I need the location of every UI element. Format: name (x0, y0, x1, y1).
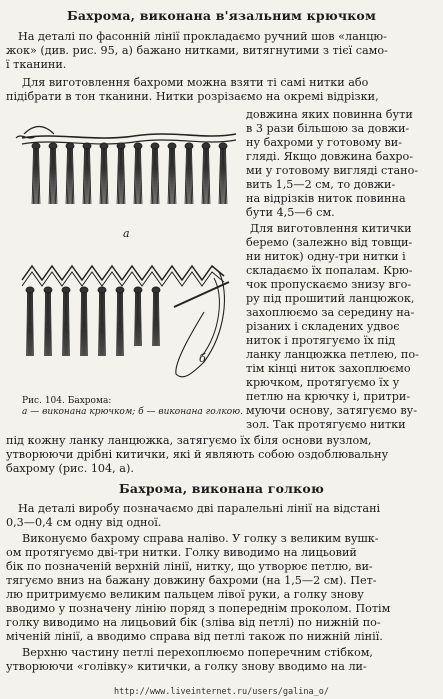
text-line: ну бахроми у готовому ви- (246, 136, 402, 149)
text-line: жок» (див. рис. 95, а) бажано нитками, витягнутими з тієї само- (6, 44, 388, 57)
tassel (98, 287, 106, 356)
text-line: ом протягуємо дві-три нитки. Голку виводимо на лицьовий (6, 546, 357, 559)
text-line: під кожну ланку ланцюжка, затягуємо їх біля основи вузлом, (6, 434, 372, 447)
section1-heading: Бахрома, виконана в'язальним крючком (66, 8, 377, 23)
text-line: складаємо їх попалам. Крю- (246, 264, 413, 277)
tassel (202, 143, 210, 204)
text-line: на відрізків ниток повинна (246, 192, 406, 205)
text-line: петлю на крючку і, притри- (246, 390, 411, 403)
tassel (32, 143, 40, 204)
text-line: вводимо у позначену лінію поряд з попереднім проколом. Потім (6, 602, 391, 615)
text-line: Верхню частину петлі перехоплюємо поперечним стібком, (22, 646, 373, 659)
fringe-crochet-illustration (14, 112, 244, 237)
text-line: підібрати в тон тканини. Нитки розрізаємо на окремі відрізки, (6, 90, 379, 103)
text-line: Для виготовлення бахроми можна взяти ті самі нитки або (22, 76, 369, 89)
text-line: тім кінці ниток захоплюємо (246, 362, 411, 375)
source-url: http://www.liveinternet.ru/users/galina_o/ (114, 687, 329, 697)
tassel (219, 143, 227, 204)
text-line: в 3 рази більшою за довжи- (246, 122, 410, 135)
text-line: гляді. Якщо довжина бахро- (246, 150, 414, 163)
figure-caption-title: Рис. 104. Бахрома: (22, 396, 112, 406)
text-line: Для виготовлення китички (250, 222, 412, 235)
tassel (168, 143, 176, 204)
tassel (49, 143, 57, 204)
text-line: бік по позначеній верхній лінії, нитку, що утворює петлю, ви- (6, 560, 373, 573)
tassel (117, 143, 125, 204)
figure-caption-detail: а — виконана крючком; б — виконана голкою. (22, 407, 243, 417)
text-line: бути 4,5—6 см. (246, 206, 335, 219)
tassel (116, 287, 124, 356)
tassel (44, 287, 52, 356)
text-line: вить 1,5—2 см, то довжи- (246, 178, 396, 191)
tassel (185, 143, 193, 204)
text-line: ми у готовому вигляді стано- (246, 164, 419, 177)
text-line: утворюючи дрібні китички, які й являють собою оздоблювальну (6, 448, 389, 461)
text-line: зол. Так протягуємо нитки (246, 418, 406, 431)
tassel (151, 143, 159, 204)
text-line: утворюючи «голівку» китички, а голку знову вводимо на ли- (6, 660, 367, 673)
text-line: ланку ланцюжка петлею, по- (246, 348, 419, 361)
text-line: бахрому (рис. 104, а). (6, 462, 134, 475)
tassel (66, 143, 74, 204)
text-line: ру під прошитий ланцюжок, (246, 292, 415, 305)
text-line: ни ниток) одну-три нитки і (246, 250, 406, 263)
tassel (100, 143, 108, 204)
fringe-needle-illustration (14, 252, 244, 387)
text-line: На деталі виробу позначаємо дві паралельні лінії на відстані (18, 502, 381, 515)
text-line: різаних і складених удвоє (246, 320, 400, 333)
text-line: довжина яких повинна бути (246, 108, 413, 121)
tassel (80, 287, 88, 356)
text-line: муючи основу, затягуємо ву- (246, 404, 418, 417)
tassel (152, 287, 160, 346)
tassel (26, 287, 34, 356)
text-line: захоплюємо за середину на- (246, 306, 415, 319)
text-line: тягуємо вниз на бажану довжину бахроми (на 1,5—2 см). Пет- (6, 574, 377, 587)
text-line: ї тканини. (6, 58, 67, 71)
text-line: чок пропускаємо знизу вго- (246, 278, 412, 291)
text-line: Виконуємо бахрому справа наліво. У голку з великим вушк- (22, 532, 379, 545)
tassel (134, 143, 142, 204)
text-line: ниток і протягуємо їх під (246, 334, 396, 347)
text-line: крючком, протягуємо їх у (246, 376, 400, 389)
tassel (62, 287, 70, 356)
text-line: На деталі по фасонній лінії прокладаємо ручний шов «ланцю- (18, 30, 387, 43)
text-line: беремо (залежно від товщи- (246, 236, 413, 249)
text-line: лю притримуємо великим пальцем лівої руки, а голку знову (6, 588, 364, 601)
text-line: міченій лінії, а вводимо справа від петлі також по нижній лінії. (6, 630, 383, 643)
text-line: голку виводимо на лицьовий бік (зліва від петлі) по нижній по- (6, 616, 381, 629)
figure-b-label: б (199, 352, 206, 365)
figure-a-label: а (123, 227, 130, 240)
tassel (134, 287, 142, 346)
text-line: 0,3—0,4 см одну від одної. (6, 516, 162, 529)
section2-heading: Бахрома, виконана голкою (119, 481, 324, 496)
tassel (83, 143, 91, 204)
